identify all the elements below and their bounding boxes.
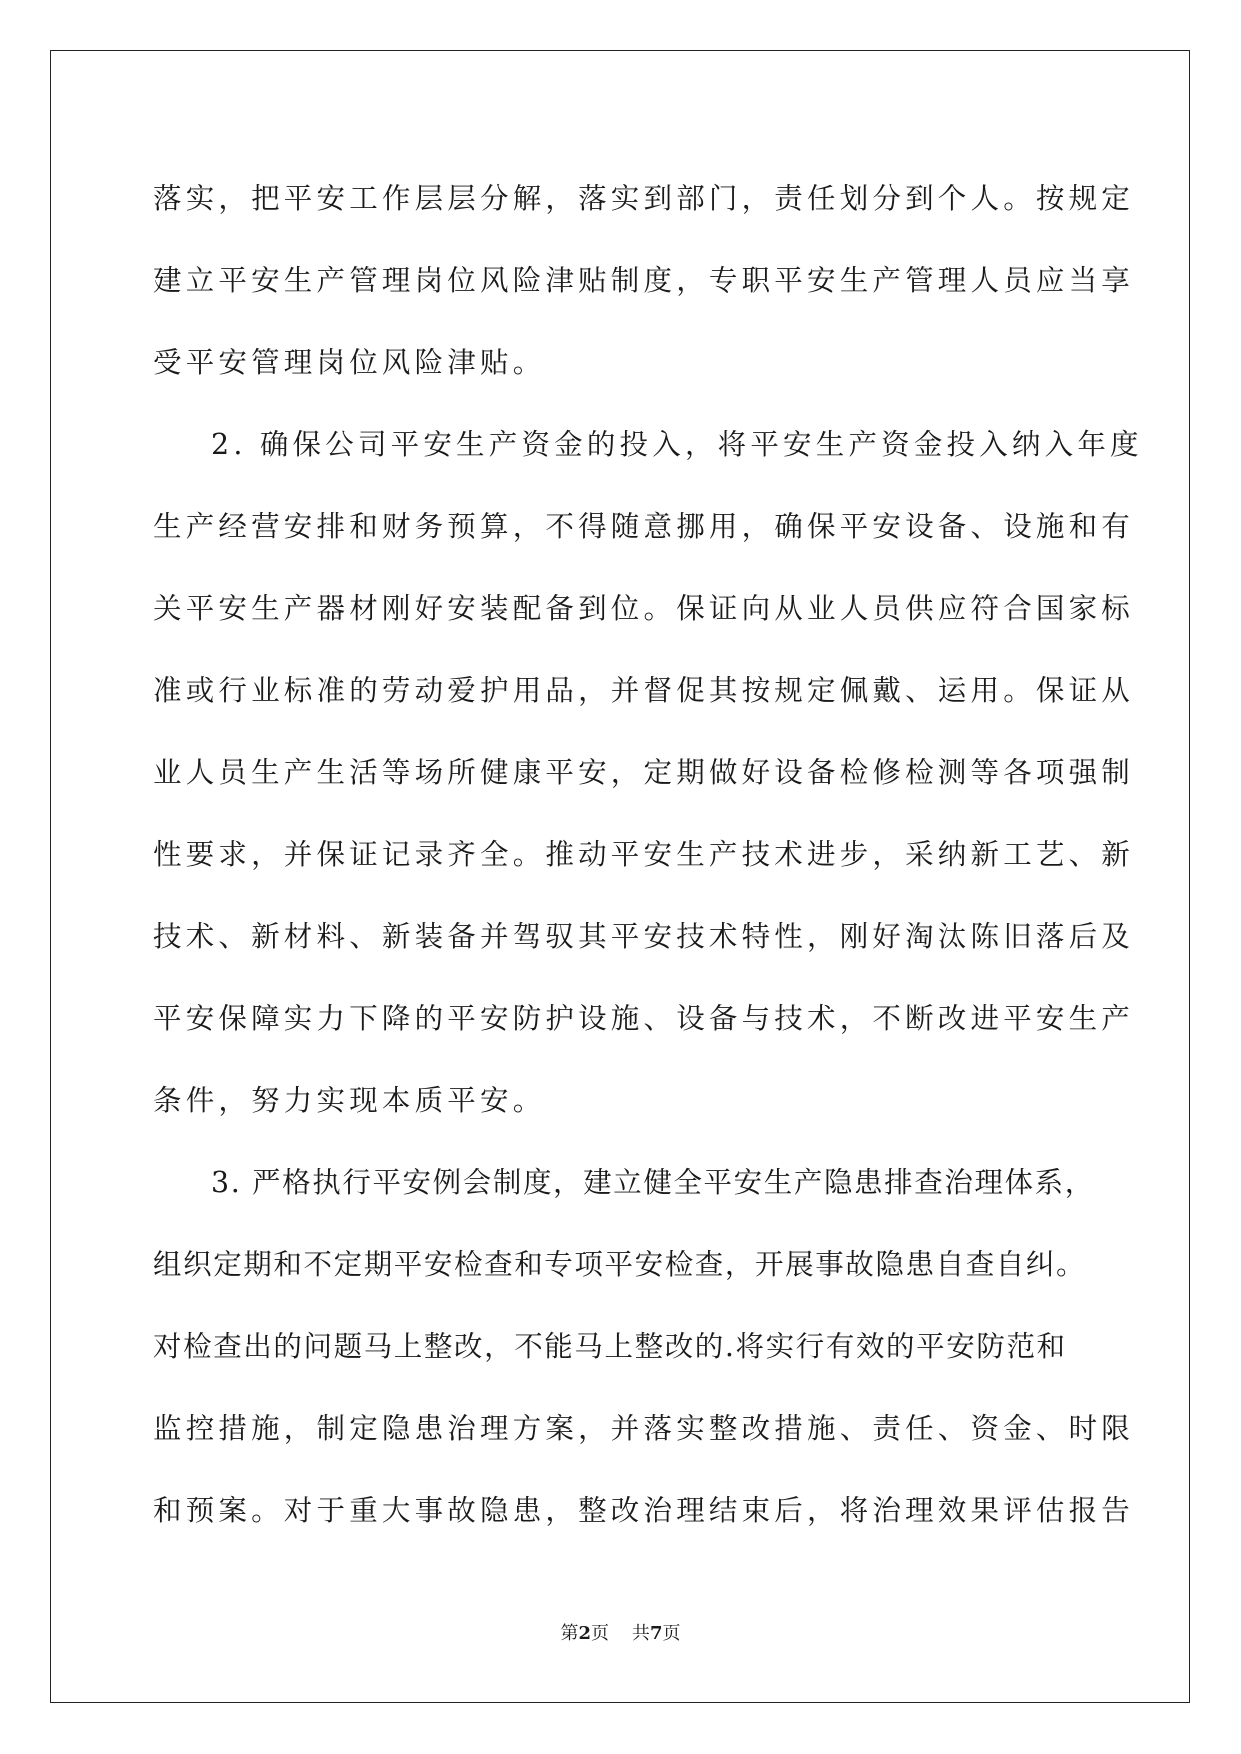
text-line: 准或行业标准的劳动爱护用品，并督促其按规定佩戴、运用。保证从 [153, 674, 1135, 707]
page-footer [0, 1622, 1241, 1646]
footer-page-prefix: 第 [560, 1623, 579, 1644]
text-line: 技术、新材料、新装备并驾驭其平安技术特性，刚好淘汰陈旧落后及 [153, 920, 1135, 953]
text-line: 受平安管理岗位风险津贴。 [153, 346, 546, 379]
footer-current-page: 2 [578, 1623, 592, 1644]
text-line: 建立平安生产管理岗位风险津贴制度，专职平安生产管理人员应当享 [153, 264, 1135, 297]
footer-page-mid: 页 共 [591, 1623, 650, 1644]
text-line: 对检查出的问题马上整改，不能马上整改的.将实行有效的平安防范和 [153, 1330, 1067, 1363]
text-line: 监控措施，制定隐患治理方案，并落实整改措施、责任、资金、时限 [153, 1412, 1135, 1445]
text-line: 生产经营安排和财务预算，不得随意挪用，确保平安设备、设施和有 [153, 510, 1135, 543]
document-body [153, 158, 1143, 1552]
text-line: 平安保障实力下降的平安防护设施、设备与技术，不断改进平安生产 [153, 1002, 1135, 1035]
text-line: 业人员生产生活等场所健康平安，定期做好设备检修检测等各项强制 [153, 756, 1135, 789]
text-line: 关平安生产器材刚好安装配备到位。保证向从业人员供应符合国家标 [153, 592, 1135, 625]
text-line: 组织定期和不定期平安检查和专项平安检查，开展事故隐患自查自纠。 [153, 1248, 1087, 1281]
text-line: 落实，把平安工作层层分解，落实到部门，责任划分到个人。按规定 [153, 182, 1135, 215]
text-line: 条件，努力实现本质平安。 [153, 1084, 546, 1117]
footer-total-pages: 7 [649, 1623, 663, 1644]
text-line: 和预案。对于重大事故隐患，整改治理结束后，将治理效果评估报告 [153, 1494, 1135, 1527]
paragraph-3-start: 3. 严格执行平安例会制度，建立健全平安生产隐患排查治理体系， [211, 1166, 1095, 1199]
footer-page-suffix: 页 [662, 1623, 681, 1644]
text-line: 性要求，并保证记录齐全。推动平安生产技术进步，采纳新工艺、新 [153, 838, 1135, 871]
paragraph-2-start: 2. 确保公司平安生产资金的投入，将平安生产资金投入纳入年度 [211, 428, 1143, 461]
